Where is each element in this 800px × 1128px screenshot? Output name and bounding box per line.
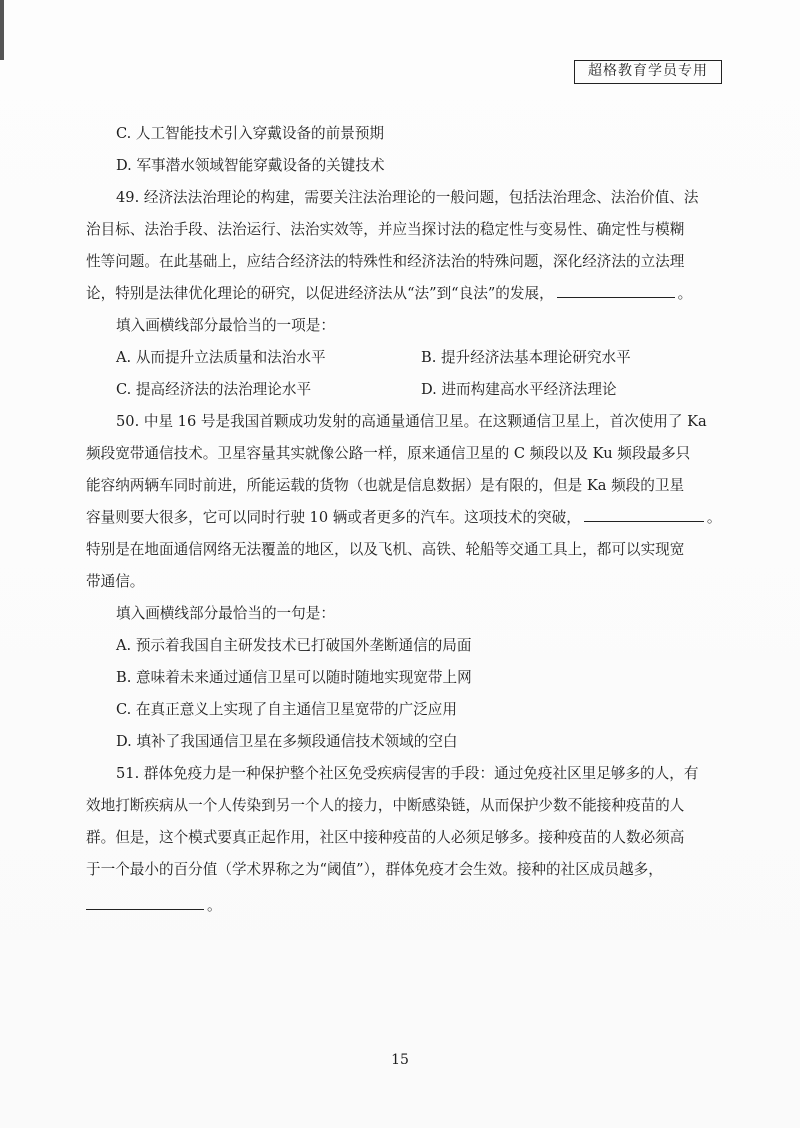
q49-option-d: D. 进而构建高水平经济法理论 <box>421 381 617 398</box>
q51-text-line: 51. 群体免疫力是一种保护整个社区免受疾病侵害的手段：通过免疫社区里足够多的人，有 <box>116 765 699 782</box>
q48-option-d: D. 军事潜水领域智能穿戴设备的关键技术 <box>116 157 385 174</box>
q50-prompt: 填入画横线部分最恰当的一句是： <box>116 605 335 622</box>
q50-text-line <box>86 502 726 534</box>
q51-text-line: 于一个最小的百分值（学术界称之为“阈值”），群体免疫才会生效。接种的社区成员越多， <box>86 861 663 878</box>
q50-text-line: 带通信。 <box>86 573 145 590</box>
q49-option-a: A. 从而提升立法质量和法治水平 <box>116 349 326 366</box>
q49-options-row <box>86 374 726 406</box>
q51-blank-line <box>86 890 726 922</box>
q51-text-line: 群。但是，这个模式要真正起作用，社区中接种疫苗的人必须足够多。接种疫苗的人数必须高 <box>86 829 685 846</box>
q51-blank <box>86 908 204 910</box>
q51-text-line: 效地打断疾病从一个人传染到另一个人的接力，中断感染链，从而保护少数不能接种疫苗的人 <box>86 797 685 814</box>
q50-text-line: 能容纳两辆车同时前进，所能运载的货物（也就是信息数据）是有限的，但是 Ka 频段的卫星 <box>86 477 685 494</box>
q49-text-line: 49. 经济法法治理论的构建，需要关注法治理论的一般问题，包括法治理念、法治价值、法 <box>116 189 699 206</box>
q50-option-c: C. 在真正意义上实现了自主通信卫星宽带的广泛应用 <box>116 701 457 718</box>
page-number: 15 <box>391 1052 409 1068</box>
q50-end: 。 <box>706 509 722 526</box>
q49-blank <box>557 296 675 298</box>
q50-option-a: A. 预示着我国自主研发技术已打破国外垄断通信的局面 <box>116 637 472 654</box>
q50-option-d: D. 填补了我国通信卫星在多频段通信技术领域的空白 <box>116 733 458 750</box>
q49-option-b: B. 提升经济法基本理论研究水平 <box>421 349 631 366</box>
q50-text-line: 特别是在地面通信网络无法覆盖的地区，以及飞机、高铁、轮船等交通工具上，都可以实现宽 <box>86 541 685 558</box>
page-content <box>86 118 726 922</box>
q50-option-b: B. 意味着未来通过通信卫星可以随时随地实现宽带上网 <box>116 669 472 686</box>
header-stamp: 超格教育学员专用 <box>574 60 722 84</box>
q51-end: 。 <box>207 897 222 914</box>
q49-text: 论，特别是法律优化理论的研究，以促进经济法从“法”到“良法”的发展， <box>86 285 554 302</box>
q49-end: 。 <box>677 285 693 302</box>
q49-text-line: 治目标、法治手段、法治运行、法治实效等，并应当探讨法的稳定性与变易性、确定性与模糊 <box>86 221 685 238</box>
scan-edge-mark <box>0 0 4 60</box>
q49-text-line <box>86 278 726 310</box>
q50-text: 容量则要大很多，它可以同时行驶 10 辆或者更多的汽车。这项技术的突破， <box>86 509 581 526</box>
q49-prompt: 填入画横线部分最恰当的一项是： <box>116 317 335 334</box>
q49-options-row <box>86 342 726 374</box>
q50-blank <box>584 520 704 522</box>
q50-text-line: 频段宽带通信技术。卫星容量其实就像公路一样，原来通信卫星的 C 频段以及 Ku 频段最多只 <box>86 445 691 462</box>
q49-text-line: 性等问题。在此基础上，应结合经济法的特殊性和经济法治的特殊问题，深化经济法的立法理 <box>86 253 685 270</box>
q49-option-c: C. 提高经济法的法治理论水平 <box>116 381 312 398</box>
q48-option-c: C. 人工智能技术引入穿戴设备的前景预期 <box>116 125 385 142</box>
q50-text-line: 50. 中星 16 号是我国首颗成功发射的高通量通信卫星。在这颗通信卫星上，首次使用了 Ka <box>116 413 707 430</box>
